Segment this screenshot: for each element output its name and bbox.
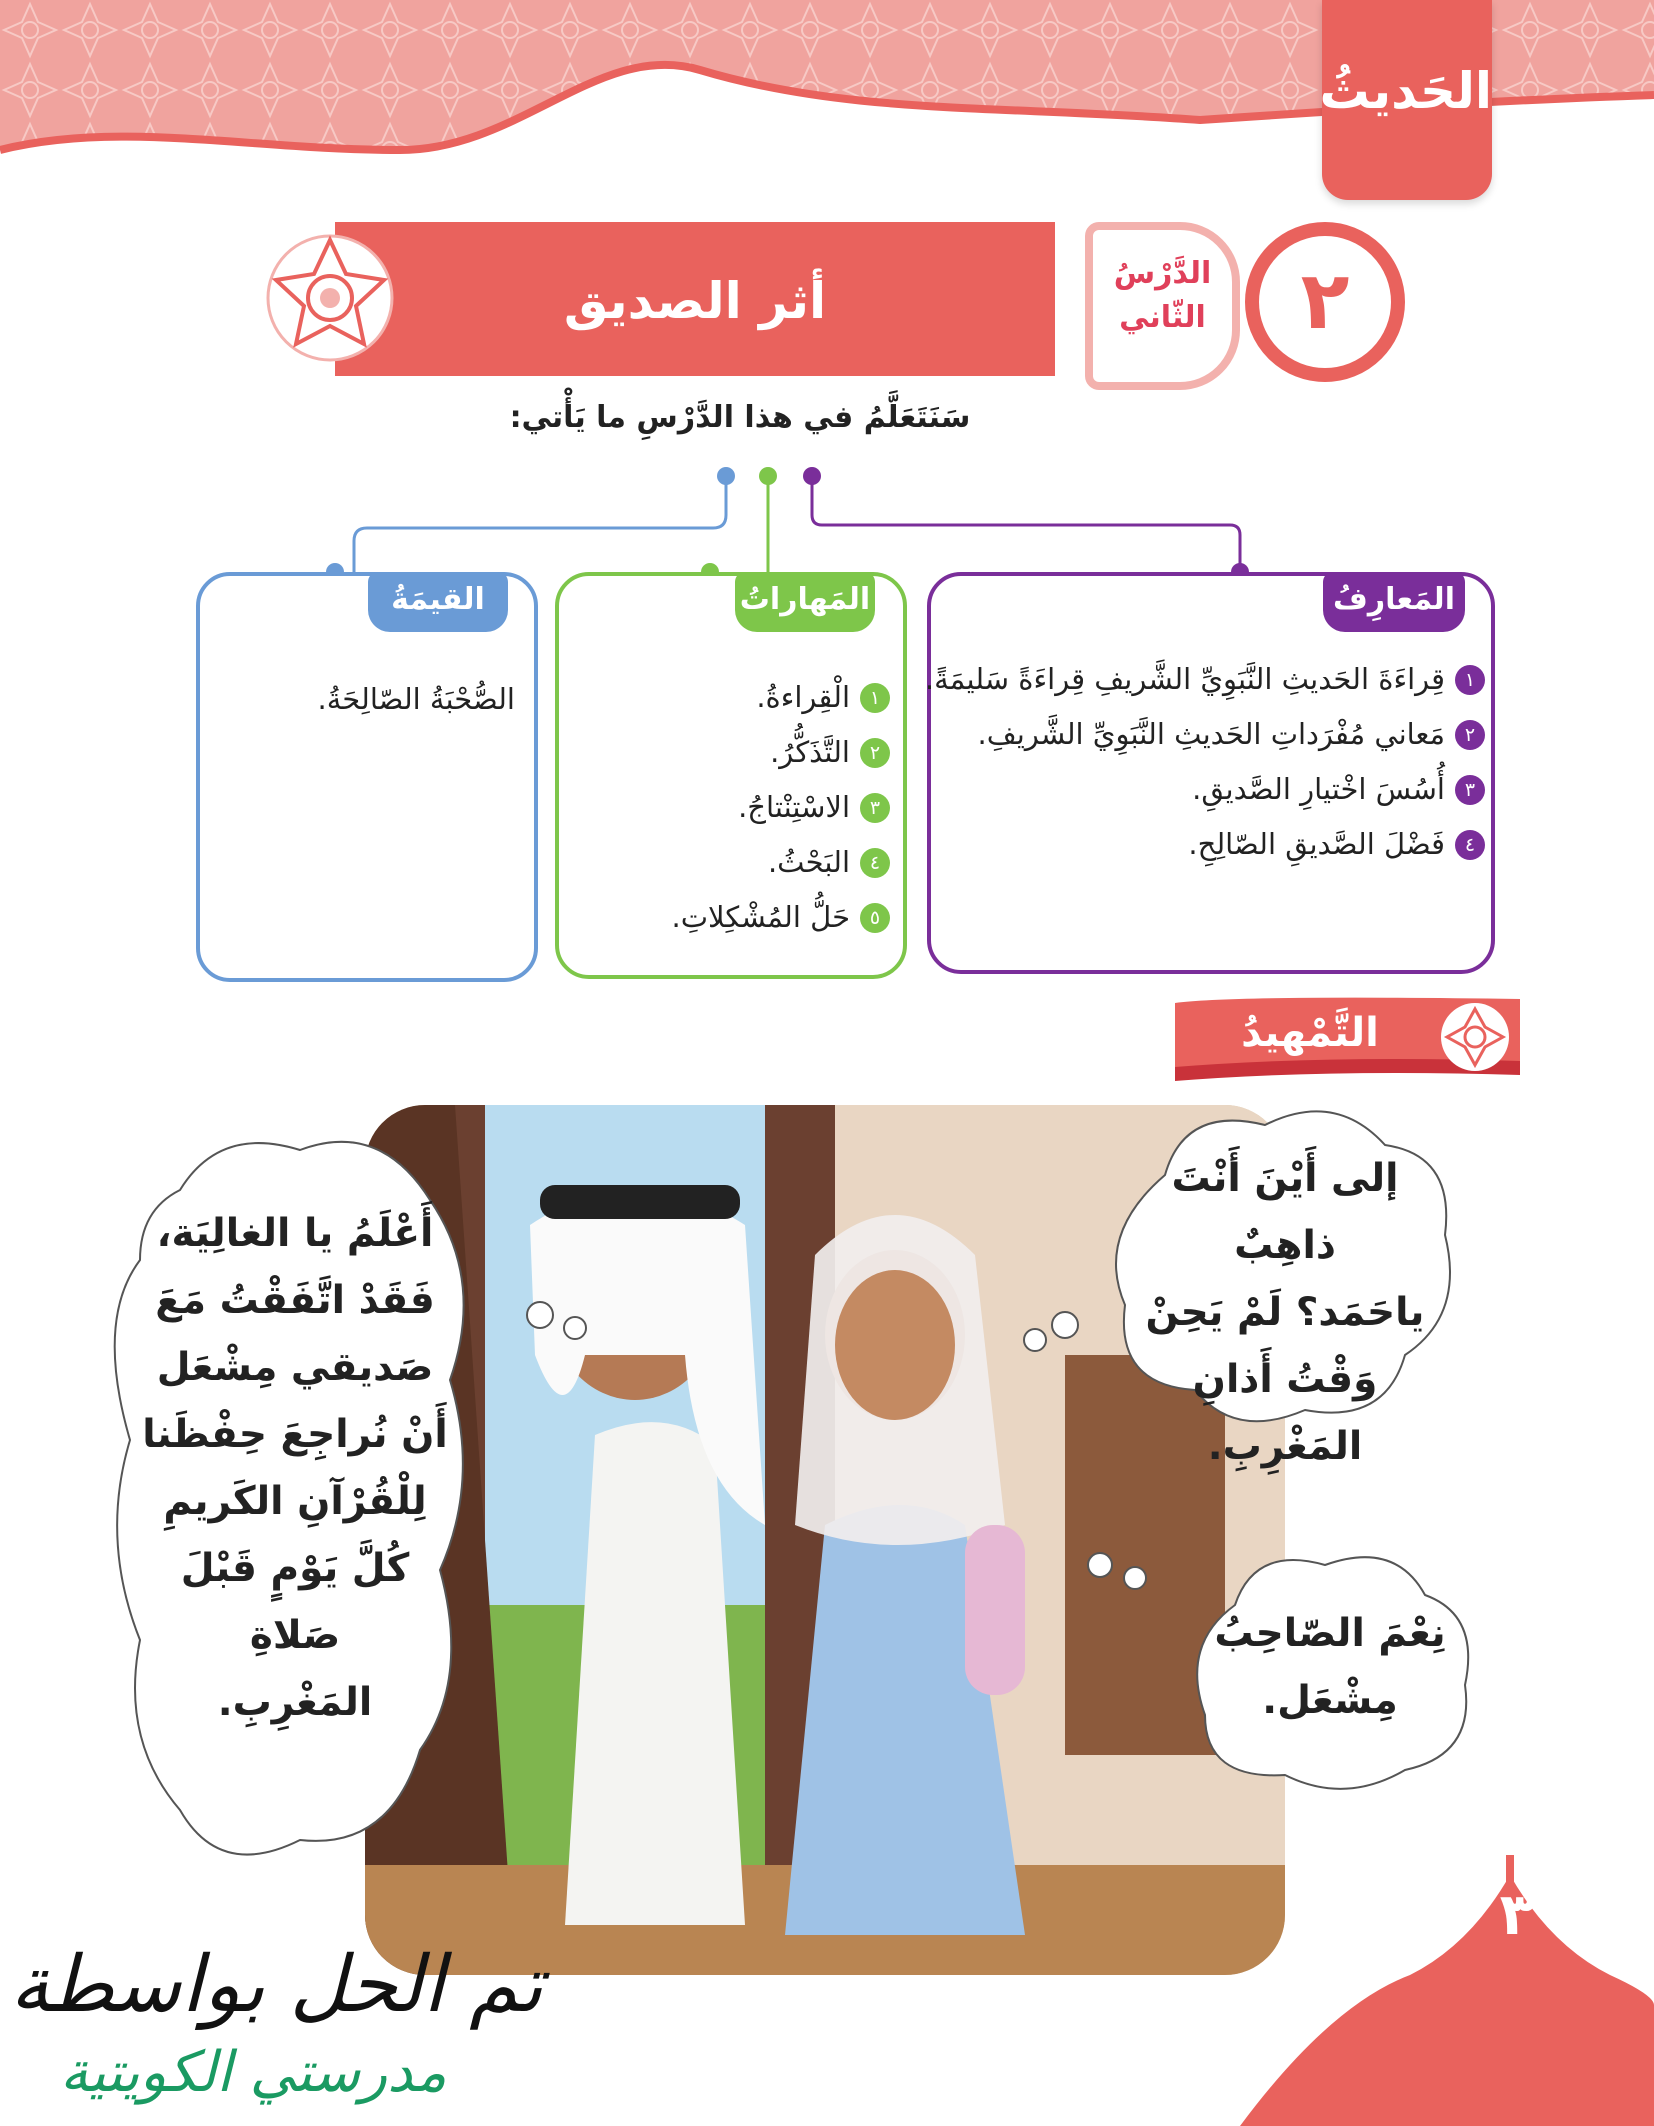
lesson-number-badge	[1245, 222, 1405, 382]
lesson-number: ٢	[1300, 254, 1350, 347]
lesson-label-line1: الدَّرْسُ	[1113, 256, 1212, 291]
bubble-line: مِشْعَل.	[1262, 1678, 1398, 1723]
value-heading: القيمَةُ	[368, 572, 508, 632]
lesson-title-banner	[335, 222, 1055, 376]
girl-reply-bubble	[1200, 1600, 1460, 1734]
watermark-line1: تم الحل بواسطة	[10, 1940, 543, 2030]
bubble-line: لِلْقُرْآنِ الكَريمِ	[163, 1479, 427, 1524]
list-item	[580, 835, 890, 890]
subject-tab	[1319, 0, 1492, 200]
item-number: ٣	[1455, 775, 1485, 805]
bubble-line: فَقَدْ اتَّفَقْتُ مَعَ	[155, 1278, 435, 1323]
thought-dots	[520, 1300, 600, 1345]
subject-title: الحَديثُ	[1319, 62, 1492, 120]
item-text: الْقِراءةُ.	[756, 680, 850, 714]
list-item	[945, 762, 1485, 817]
thought-dots	[1080, 1550, 1160, 1595]
item-number: ٣	[860, 793, 890, 823]
skills-heading: المَهاراتُ	[735, 572, 875, 632]
item-text: التَّذَكُّرُ.	[770, 735, 850, 769]
list-item	[945, 707, 1485, 762]
list-item	[580, 780, 890, 835]
item-text: البَحْثُ.	[767, 845, 850, 879]
list-item	[580, 670, 890, 725]
item-text: أُسُسَ اخْتيارِ الصَّديقِ.	[1192, 772, 1445, 806]
intro-text: سَنَتَعَلَّمُ في هذا الدَّرْسِ ما يَأْتي:	[509, 400, 971, 435]
item-number: ١	[860, 683, 890, 713]
bubble-line: أَعْلَمُ يا الغالِيَة،	[156, 1211, 434, 1256]
list-item	[924, 652, 1485, 707]
page-number: ٣٦	[1499, 1880, 1571, 1948]
skills-list	[580, 670, 890, 945]
item-text: حَلُّ المُشْكِلاتِ.	[671, 900, 850, 934]
rosette-ornament-icon	[250, 228, 410, 368]
girl-question-bubble	[1130, 1145, 1440, 1480]
lesson-label	[1085, 222, 1240, 390]
item-text: مَعاني مُفْرَداتِ الحَديثِ النَّبَوِيِّ الشَّريفِ.	[977, 717, 1445, 751]
bubble-line: كُلَّ يَوْمٍ قَبْلَ صَلاةِ	[180, 1546, 410, 1658]
tamheed-label: التَّمْهيدُ	[1241, 1010, 1379, 1056]
item-number: ٢	[860, 738, 890, 768]
item-text: الاسْتِنْتاجُ.	[738, 790, 850, 824]
knowledge-heading: المَعارِفُ	[1323, 572, 1465, 632]
list-item	[580, 725, 890, 780]
item-text: قِراءَةَ الحَديثِ النَّبَوِيِّ الشَّريفِ قِراءَةً سَليمَةً.	[924, 662, 1445, 696]
bubble-line: وَقْتُ أَذانِ المَغْرِبِ.	[1192, 1357, 1378, 1469]
item-text: فَضْلَ الصَّديقِ الصّالِحِ.	[1188, 827, 1445, 861]
bubble-line: إلى أَيْنَ أَنْتَ ذاهِبٌ	[1171, 1156, 1399, 1268]
item-number: ٤	[860, 848, 890, 878]
thought-dots	[1015, 1310, 1090, 1355]
boy-answer-bubble	[135, 1200, 455, 1736]
watermark-line2: مدرستي الكويتية	[60, 2040, 447, 2105]
item-number: ١	[1455, 665, 1485, 695]
bubble-line: أَنْ نُراجِعَ حِفْظَنا	[142, 1412, 448, 1457]
item-number: ٤	[1455, 830, 1485, 860]
bubble-line: نِعْمَ الصّاحِبُ	[1214, 1611, 1446, 1656]
item-number: ٢	[1455, 720, 1485, 750]
bubble-line: صَديقي مِشْعَل	[156, 1345, 434, 1390]
value-text: الصُّحْبَةُ الصّالِحَةُ.	[317, 682, 515, 716]
bubble-line: ياحَمَد؟ لَمْ يَحِنْ	[1145, 1290, 1425, 1335]
list-item	[945, 817, 1485, 872]
list-item	[580, 890, 890, 945]
lesson-label-line2: الثّاني	[1119, 300, 1206, 335]
knowledge-list	[924, 652, 1485, 872]
value-box	[196, 572, 538, 982]
item-number: ٥	[860, 903, 890, 933]
bubble-line: المَغْرِبِ.	[217, 1680, 373, 1725]
lesson-title: أثر الصديق	[563, 272, 827, 330]
